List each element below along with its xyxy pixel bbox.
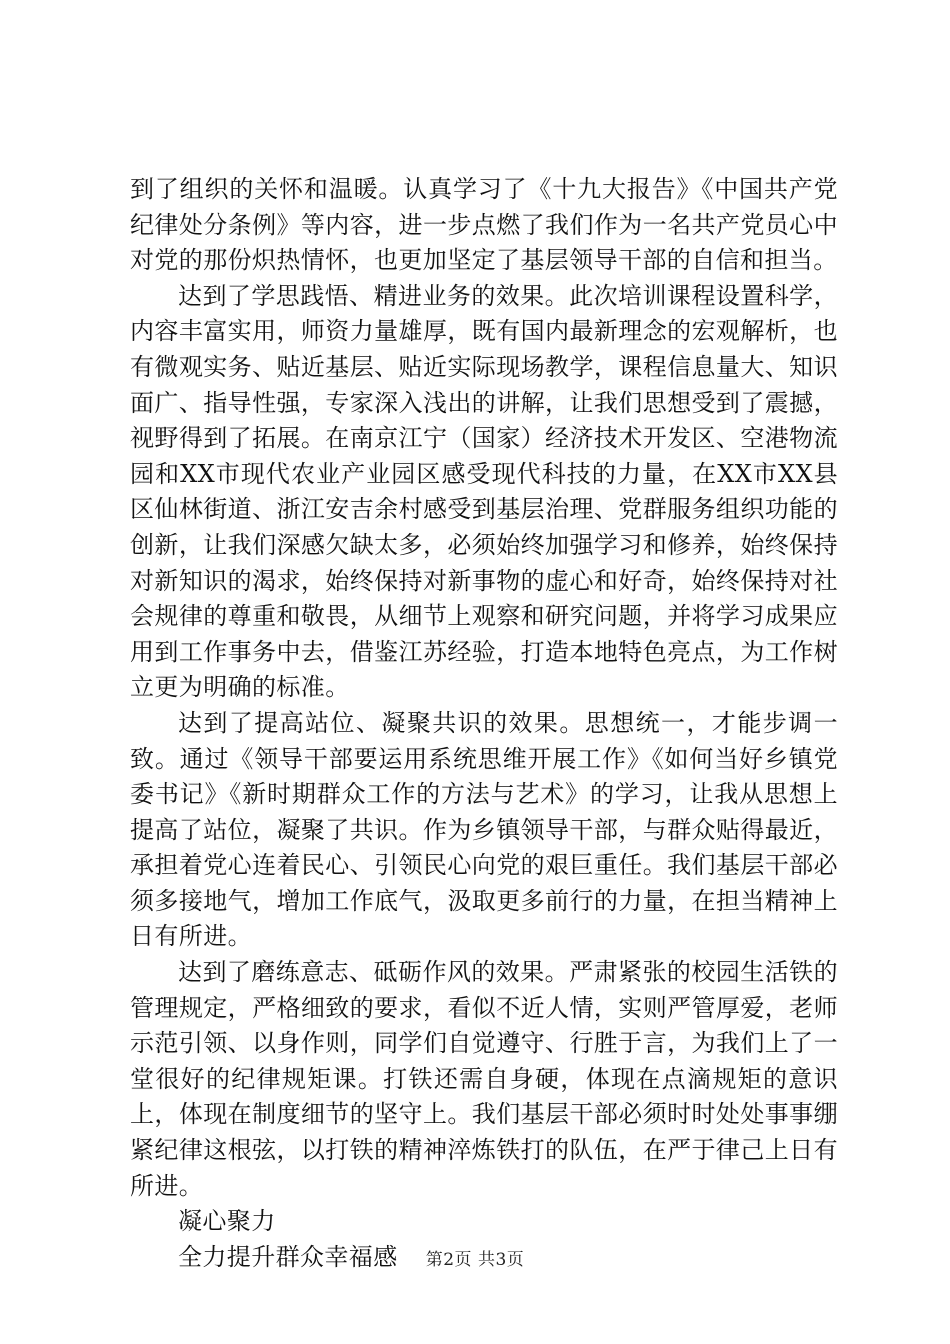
paragraph-temper-will: 达到了磨练意志、砥砺作风的效果。严肃紧张的校园生活铁的管理规定，严格细致的要求，看似不近人情，实则严管厚爱，老师示范引领、以身作则，同学们自觉遵守、行胜于言，为我们上了一堂很好的纪律规矩课。打铁还需自身硬，体现在点滴规矩的意识上，体现在制度细节的坚守上。我们基层干部必须时时处处事事绷紧纪律这根弦，以打铁的精神淬炼铁打的队伍，在严于律己上日有所进。 (130, 958, 838, 1200)
paragraph-study-practice: 达到了学思践悟、精进业务的效果。此次培训课程设置科学，内容丰富实用，师资力量雄厚，既有国内最新理念的宏观解析，也有微观实务、贴近基层、贴近实际现场教学，课程信息量大、知识面广、指导性强，专家深入浅出的讲解，让我们思想受到了震撼，视野得到了拓展。在南京江宁（国家）经济技术开发区、空港物流园和XX市现代农业产业园区感受现代科技的力量，在XX市XX县区仙林街道、浙江安吉余村感受到基层治理、党群服务组织功能的创新，让我们深感欠缺太多，必须始终加强学习和修养，始终保持对新知识的渴求，始终保持对新事物的虚心和好奇，始终保持对社会规律的尊重和敬畏，从细节上观察和研究问题，并将学习成果应用到工作事务中去，借鉴江苏经验，打造本地特色亮点，为工作树立更为明确的标准。 (130, 281, 838, 702)
document-body (130, 172, 838, 1275)
paragraph-continuation: 到了组织的关怀和温暖。认真学习了《十九大报告》《中国共产党纪律处分条例》等内容，进一步点燃了我们作为一名共产党员心中对党的那份炽热情怀，也更加坚定了基层领导干部的自信和担当。 (130, 175, 838, 275)
page-number-footer: 第2页 共3页 (425, 1250, 525, 1270)
section-heading-1: 凝心聚力 (178, 1207, 276, 1236)
paragraph-raise-standing: 达到了提高站位、凝聚共识的效果。思想统一，才能步调一致。通过《领导干部要运用系统思维开展工作》《如何当好乡镇党委书记》《新时期群众工作的方法与艺术》的学习，让我从思想上提高了站位，凝聚了共识。作为乡镇领导干部，与群众贴得最近，承担着党心连着民心、引领民心向党的艰巨重任。我们基层干部必须多接地气，增加工作底气，汲取更多前行的力量，在担当精神上日有所进。 (130, 708, 838, 951)
section-heading-2: 全力提升群众幸福感 (178, 1242, 398, 1271)
